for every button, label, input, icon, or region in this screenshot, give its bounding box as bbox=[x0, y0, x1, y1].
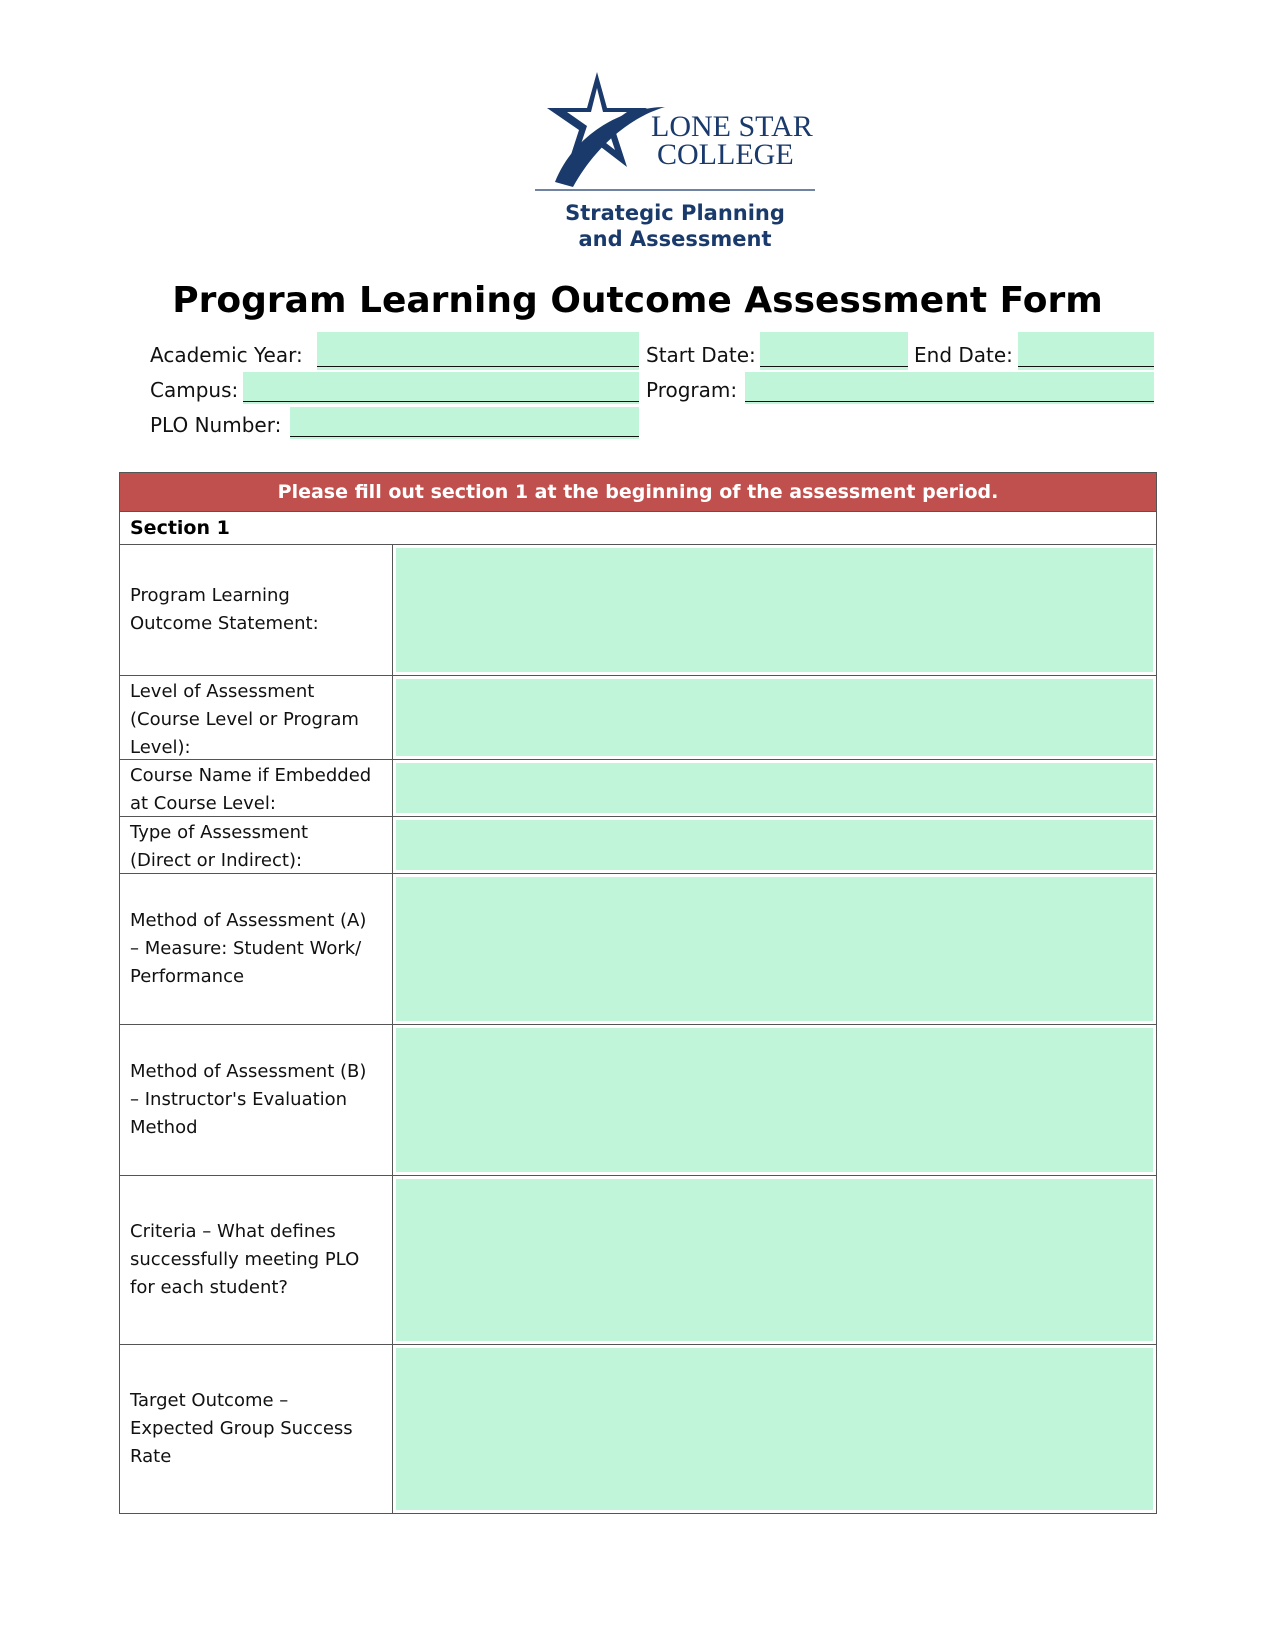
row-type-of-assessment bbox=[120, 817, 1156, 874]
lone-star-college-logo bbox=[535, 72, 815, 267]
academic-year-underline bbox=[317, 366, 639, 367]
start-date-label: Start Date: bbox=[646, 343, 756, 367]
course-name-field[interactable] bbox=[396, 763, 1153, 813]
campus-field[interactable] bbox=[243, 372, 639, 404]
start-date-field[interactable] bbox=[760, 332, 908, 370]
end-date-field[interactable] bbox=[1018, 332, 1154, 370]
type-of-assessment-field[interactable] bbox=[396, 820, 1153, 870]
program-label: Program: bbox=[646, 378, 738, 402]
method-a-label: Method of Assessment (A) – Measure: Student Work/ Performance bbox=[120, 874, 393, 1024]
row-level-of-assessment bbox=[120, 676, 1156, 760]
campus-label: Campus: bbox=[150, 378, 239, 402]
academic-year-label: Academic Year: bbox=[150, 343, 303, 367]
method-b-label: Method of Assessment (B) – Instructor's Evaluation Method bbox=[120, 1025, 393, 1175]
start-date-underline bbox=[760, 366, 908, 367]
row-plo-statement bbox=[120, 545, 1156, 676]
program-underline bbox=[745, 401, 1154, 402]
type-of-assessment-label: Type of Assessment (Direct or Indirect): bbox=[120, 817, 393, 873]
plo-statement-field[interactable] bbox=[396, 548, 1153, 672]
row-criteria bbox=[120, 1176, 1156, 1345]
star-swoosh-icon bbox=[535, 72, 815, 267]
course-name-cell bbox=[393, 760, 1156, 816]
section-1-heading: Section 1 bbox=[120, 512, 1156, 545]
instruction-banner: Please fill out section 1 at the beginning of the assessment period. bbox=[120, 473, 1156, 512]
criteria-label: Criteria – What defines successfully meeting PLO for each student? bbox=[120, 1176, 393, 1344]
logo-name-line2: COLLEGE bbox=[657, 138, 794, 171]
campus-underline bbox=[243, 401, 639, 402]
section-1-table bbox=[119, 472, 1157, 1514]
row-course-name bbox=[120, 760, 1156, 817]
end-date-underline bbox=[1018, 366, 1154, 367]
method-b-field[interactable] bbox=[396, 1028, 1153, 1172]
plo-statement-cell bbox=[393, 545, 1156, 675]
target-outcome-label: Target Outcome – Expected Group Success Rate bbox=[120, 1345, 393, 1513]
row-target-outcome bbox=[120, 1345, 1156, 1513]
row-method-b bbox=[120, 1025, 1156, 1176]
program-field[interactable] bbox=[745, 372, 1154, 404]
page-title: Program Learning Outcome Assessment Form bbox=[172, 280, 1103, 321]
level-of-assessment-cell bbox=[393, 676, 1156, 759]
criteria-field[interactable] bbox=[396, 1179, 1153, 1341]
method-b-cell bbox=[393, 1025, 1156, 1175]
logo-dept-line2: and Assessment bbox=[578, 227, 772, 251]
plo-number-underline bbox=[290, 436, 639, 437]
method-a-field[interactable] bbox=[396, 877, 1153, 1021]
end-date-label: End Date: bbox=[914, 343, 1013, 367]
academic-year-field[interactable] bbox=[317, 332, 639, 370]
level-of-assessment-field[interactable] bbox=[396, 679, 1153, 756]
level-of-assessment-label: Level of Assessment (Course Level or Program Level): bbox=[120, 676, 393, 759]
type-of-assessment-cell bbox=[393, 817, 1156, 873]
row-method-a bbox=[120, 874, 1156, 1025]
target-outcome-cell bbox=[393, 1345, 1156, 1513]
course-name-label: Course Name if Embedded at Course Level: bbox=[120, 760, 393, 816]
criteria-cell bbox=[393, 1176, 1156, 1344]
plo-number-label: PLO Number: bbox=[150, 413, 282, 437]
logo-name-line1: LONE STAR bbox=[651, 110, 813, 143]
method-a-cell bbox=[393, 874, 1156, 1024]
target-outcome-field[interactable] bbox=[396, 1348, 1153, 1510]
plo-number-field[interactable] bbox=[290, 407, 639, 439]
plo-statement-label: Program Learning Outcome Statement: bbox=[120, 545, 393, 675]
logo-dept-line1: Strategic Planning bbox=[565, 201, 785, 225]
